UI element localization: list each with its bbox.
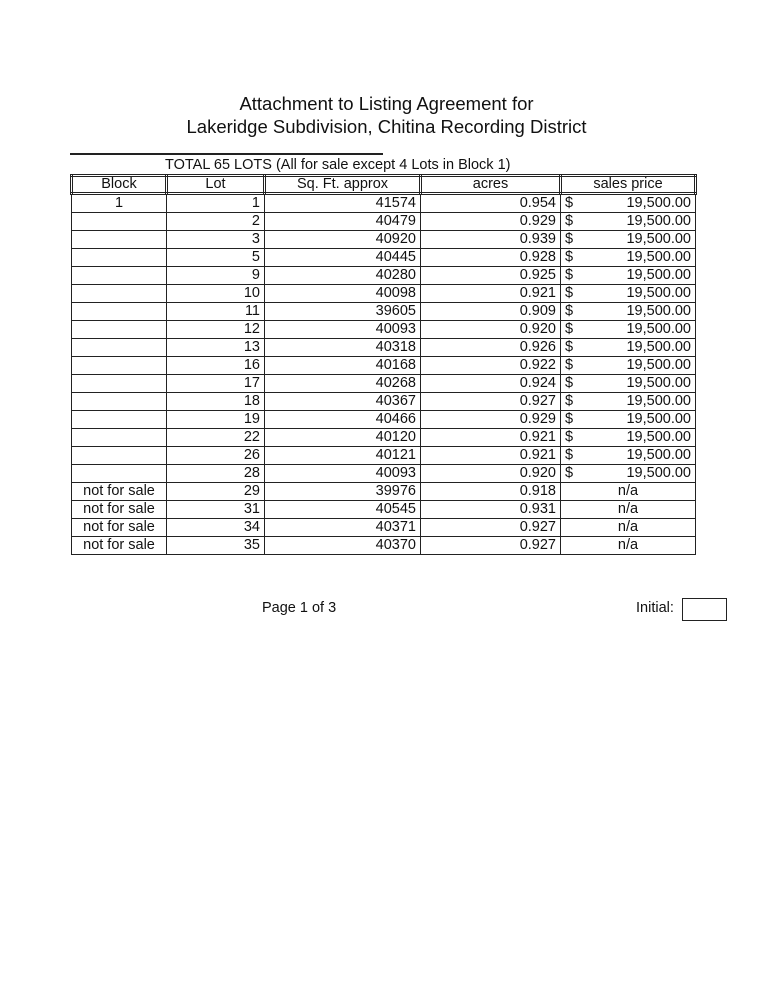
cell-sqft: 40479 [265,213,421,231]
cell-lot: 34 [167,519,265,537]
cell-sqft: 39605 [265,303,421,321]
table-row [72,483,696,501]
price-amount: 19,500.00 [626,321,691,337]
cell-lot: 26 [167,447,265,465]
price-wrap [565,465,691,482]
cell-lot: 1 [167,194,265,213]
price-amount: 19,500.00 [626,213,691,229]
price-wrap [565,357,691,374]
cell-acres: 0.928 [421,249,561,267]
currency-symbol: $ [565,393,574,409]
cell-acres: 0.929 [421,411,561,429]
cell-lot: 5 [167,249,265,267]
table-row [72,213,696,231]
table-row [72,339,696,357]
currency-symbol: $ [565,339,574,355]
cell-sales-price [561,285,696,303]
price-wrap [565,339,691,356]
cell-sales-price [561,357,696,375]
price-wrap [565,249,691,266]
cell-acres: 0.909 [421,303,561,321]
price-amount: 19,500.00 [626,447,691,463]
cell-lot: 19 [167,411,265,429]
table-row [72,519,696,537]
table-caption: TOTAL 65 LOTS (All for sale except 4 Lots in Block 1) [165,157,511,173]
cell-block [72,447,167,465]
cell-acres: 0.927 [421,393,561,411]
cell-acres: 0.924 [421,375,561,393]
price-amount: 19,500.00 [626,357,691,373]
cell-acres: 0.921 [421,429,561,447]
currency-symbol: $ [565,375,574,391]
cell-sqft: 40367 [265,393,421,411]
price-amount: 19,500.00 [626,285,691,301]
cell-sales-price [561,303,696,321]
currency-symbol: $ [565,303,574,319]
currency-symbol: $ [565,285,574,301]
table-row [72,429,696,447]
price-wrap [565,213,691,230]
price-amount: 19,500.00 [626,249,691,265]
table-row [72,267,696,285]
table-row [72,249,696,267]
cell-sales-price [561,231,696,249]
cell-acres: 0.918 [421,483,561,501]
price-amount: 19,500.00 [626,195,691,211]
currency-symbol: $ [565,213,574,229]
table-row [72,537,696,555]
cell-block: not for sale [72,537,167,555]
cell-acres: 0.954 [421,194,561,213]
cell-block: 1 [72,194,167,213]
currency-symbol: $ [565,195,574,211]
cell-lot: 11 [167,303,265,321]
table-row [72,447,696,465]
cell-lot: 29 [167,483,265,501]
cell-sqft: 40120 [265,429,421,447]
page-number: Page 1 of 3 [262,600,337,616]
price-na: n/a [617,501,639,517]
cell-acres: 0.925 [421,267,561,285]
currency-symbol: $ [565,249,574,265]
price-wrap [565,429,691,446]
cell-acres: 0.927 [421,537,561,555]
price-na: n/a [617,537,639,553]
cell-block [72,357,167,375]
cell-sqft: 40371 [265,519,421,537]
header-acres: acres [421,176,561,194]
cell-lot: 9 [167,267,265,285]
cell-block [72,285,167,303]
cell-sqft: 41574 [265,194,421,213]
cell-block: not for sale [72,519,167,537]
currency-symbol: $ [565,429,574,445]
cell-sales-price [561,194,696,213]
cell-sales-price [561,501,696,519]
table-header-row [72,176,696,194]
cell-sqft: 40121 [265,447,421,465]
initial-label: Initial: [636,600,674,616]
cell-sqft: 40466 [265,411,421,429]
cell-acres: 0.922 [421,357,561,375]
price-amount: 19,500.00 [626,303,691,319]
price-wrap [565,303,691,320]
cell-sqft: 39976 [265,483,421,501]
price-wrap [565,321,691,338]
cell-sales-price [561,411,696,429]
cell-acres: 0.939 [421,231,561,249]
cell-sales-price [561,483,696,501]
price-amount: 19,500.00 [626,411,691,427]
cell-block [72,213,167,231]
cell-acres: 0.931 [421,501,561,519]
cell-sqft: 40098 [265,285,421,303]
cell-block: not for sale [72,501,167,519]
table-row [72,357,696,375]
price-amount: 19,500.00 [626,231,691,247]
table-row [72,321,696,339]
cell-block [72,231,167,249]
price-amount: 19,500.00 [626,339,691,355]
cell-sales-price [561,519,696,537]
cell-block [72,465,167,483]
cell-sqft: 40280 [265,267,421,285]
cell-sales-price [561,465,696,483]
cell-lot: 16 [167,357,265,375]
cell-lot: 10 [167,285,265,303]
price-na: n/a [617,483,639,499]
price-wrap [565,411,691,428]
initial-field[interactable] [682,598,727,621]
cell-acres: 0.920 [421,465,561,483]
cell-acres: 0.921 [421,285,561,303]
cell-lot: 13 [167,339,265,357]
cell-sales-price [561,393,696,411]
cell-acres: 0.927 [421,519,561,537]
table-row [72,303,696,321]
cell-acres: 0.929 [421,213,561,231]
cell-sales-price [561,429,696,447]
currency-symbol: $ [565,321,574,337]
currency-symbol: $ [565,465,574,481]
cell-sqft: 40093 [265,321,421,339]
price-wrap [565,447,691,464]
currency-symbol: $ [565,447,574,463]
cell-sqft: 40545 [265,501,421,519]
currency-symbol: $ [565,231,574,247]
price-wrap [565,231,691,248]
document-title-line-1: Attachment to Listing Agreement for [239,93,534,114]
cell-block [72,303,167,321]
cell-block [72,321,167,339]
cell-block [72,429,167,447]
cell-sales-price [561,267,696,285]
cell-acres: 0.926 [421,339,561,357]
price-na: n/a [617,519,639,535]
cell-sales-price [561,375,696,393]
price-wrap [565,393,691,410]
cell-lot: 17 [167,375,265,393]
cell-lot: 18 [167,393,265,411]
cell-sales-price [561,213,696,231]
cell-block [72,267,167,285]
table-row [72,411,696,429]
cell-block: not for sale [72,483,167,501]
cell-sqft: 40920 [265,231,421,249]
cell-block [72,249,167,267]
table-row [72,393,696,411]
price-wrap [565,285,691,302]
price-amount: 19,500.00 [626,465,691,481]
cell-sales-price [561,249,696,267]
table-row [72,194,696,213]
cell-acres: 0.921 [421,447,561,465]
cell-sqft: 40445 [265,249,421,267]
lots-table [70,174,697,555]
table-row [72,285,696,303]
cell-lot: 3 [167,231,265,249]
price-wrap [565,195,691,212]
header-sqft: Sq. Ft. approx [265,176,421,194]
cell-lot: 2 [167,213,265,231]
cell-sqft: 40370 [265,537,421,555]
cell-block [72,411,167,429]
cell-block [72,393,167,411]
header-sales-price: sales price [561,176,696,194]
cell-sales-price [561,339,696,357]
table-row [72,375,696,393]
cell-lot: 22 [167,429,265,447]
price-amount: 19,500.00 [626,375,691,391]
cell-lot: 28 [167,465,265,483]
cell-sqft: 40093 [265,465,421,483]
price-wrap [565,375,691,392]
document-title-line-2: Lakeridge Subdivision, Chitina Recording District [186,116,587,137]
cell-acres: 0.920 [421,321,561,339]
price-amount: 19,500.00 [626,267,691,283]
price-amount: 19,500.00 [626,429,691,445]
cell-sales-price [561,447,696,465]
price-wrap [565,267,691,284]
table-row [72,501,696,519]
cell-lot: 35 [167,537,265,555]
table-row [72,465,696,483]
cell-sales-price [561,321,696,339]
cell-lot: 31 [167,501,265,519]
cell-block [72,339,167,357]
table-row [72,231,696,249]
cell-block [72,375,167,393]
cell-sqft: 40168 [265,357,421,375]
cell-lot: 12 [167,321,265,339]
currency-symbol: $ [565,357,574,373]
header-block: Block [72,176,167,194]
cell-sqft: 40268 [265,375,421,393]
currency-symbol: $ [565,411,574,427]
currency-symbol: $ [565,267,574,283]
header-lot: Lot [167,176,265,194]
cell-sales-price [561,537,696,555]
price-amount: 19,500.00 [626,393,691,409]
divider-line [70,153,383,155]
cell-sqft: 40318 [265,339,421,357]
